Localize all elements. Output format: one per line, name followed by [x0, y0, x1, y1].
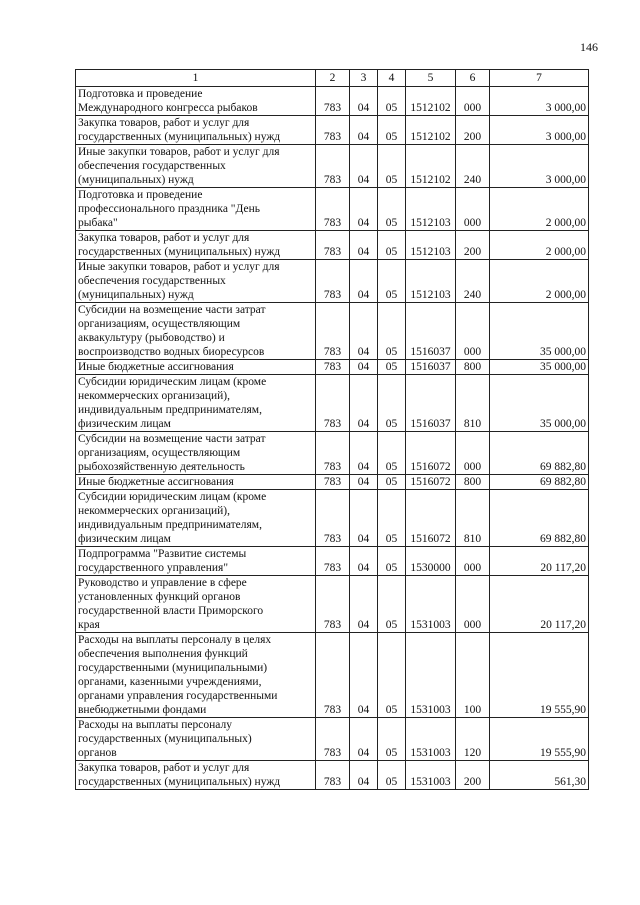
table-row — [76, 375, 589, 432]
cell-expense-type: 200 — [456, 116, 490, 145]
cell-name: Субсидии на возмещение части затрат организациям, осуществляющим рыбохозяйственную деятельность — [76, 432, 316, 475]
page-number: 146 — [580, 40, 598, 54]
cell-section: 04 — [350, 231, 378, 260]
cell-amount: 20 117,20 — [490, 547, 589, 576]
cell-amount: 3 000,00 — [490, 145, 589, 188]
column-header: 6 — [456, 70, 490, 87]
cell-amount: 2 000,00 — [490, 188, 589, 231]
cell-expense-type: 200 — [456, 231, 490, 260]
cell-subsection: 05 — [378, 761, 406, 790]
table-body — [76, 87, 589, 790]
cell-ministry-code: 783 — [316, 576, 350, 633]
table-row — [76, 360, 589, 375]
cell-amount: 2 000,00 — [490, 231, 589, 260]
cell-amount: 561,30 — [490, 761, 589, 790]
cell-name: Иные бюджетные ассигнования — [76, 360, 316, 375]
cell-ministry-code: 783 — [316, 375, 350, 432]
cell-name: Субсидии юридическим лицам (кроме некоммерческих организаций), индивидуальным предпринимателям, физическим лицам — [76, 490, 316, 547]
cell-section: 04 — [350, 360, 378, 375]
cell-amount: 35 000,00 — [490, 375, 589, 432]
cell-amount: 20 117,20 — [490, 576, 589, 633]
cell-expense-type: 000 — [456, 303, 490, 360]
cell-target-article: 1516037 — [406, 360, 456, 375]
cell-ministry-code: 783 — [316, 432, 350, 475]
table-row — [76, 475, 589, 490]
cell-subsection: 05 — [378, 547, 406, 576]
cell-amount: 19 555,90 — [490, 718, 589, 761]
column-header: 4 — [378, 70, 406, 87]
cell-name: Закупка товаров, работ и услуг для государственных (муниципальных) нужд — [76, 231, 316, 260]
cell-amount: 69 882,80 — [490, 490, 589, 547]
cell-expense-type: 810 — [456, 375, 490, 432]
cell-target-article: 1516072 — [406, 432, 456, 475]
cell-ministry-code: 783 — [316, 260, 350, 303]
cell-name: Закупка товаров, работ и услуг для государственных (муниципальных) нужд — [76, 761, 316, 790]
table-row — [76, 576, 589, 633]
cell-amount: 3 000,00 — [490, 87, 589, 116]
cell-section: 04 — [350, 475, 378, 490]
cell-amount: 19 555,90 — [490, 633, 589, 718]
table-row — [76, 116, 589, 145]
cell-expense-type: 810 — [456, 490, 490, 547]
cell-target-article: 1512102 — [406, 116, 456, 145]
cell-expense-type: 120 — [456, 718, 490, 761]
cell-ministry-code: 783 — [316, 490, 350, 547]
cell-name: Подготовка и проведение Международного конгресса рыбаков — [76, 87, 316, 116]
cell-name: Расходы на выплаты персоналу государственных (муниципальных) органов — [76, 718, 316, 761]
cell-ministry-code: 783 — [316, 547, 350, 576]
cell-ministry-code: 783 — [316, 718, 350, 761]
column-header: 7 — [490, 70, 589, 87]
table-row — [76, 303, 589, 360]
cell-amount: 35 000,00 — [490, 303, 589, 360]
cell-subsection: 05 — [378, 576, 406, 633]
cell-target-article: 1512103 — [406, 231, 456, 260]
table-row — [76, 761, 589, 790]
column-header: 1 — [76, 70, 316, 87]
table-row — [76, 87, 589, 116]
cell-section: 04 — [350, 432, 378, 475]
cell-section: 04 — [350, 145, 378, 188]
cell-subsection: 05 — [378, 231, 406, 260]
cell-amount: 35 000,00 — [490, 360, 589, 375]
cell-amount: 2 000,00 — [490, 260, 589, 303]
cell-target-article: 1516072 — [406, 475, 456, 490]
table-row — [76, 490, 589, 547]
cell-section: 04 — [350, 375, 378, 432]
cell-section: 04 — [350, 116, 378, 145]
cell-name: Иные закупки товаров, работ и услуг для обеспечения государственных (муниципальных) нужд — [76, 260, 316, 303]
cell-expense-type: 800 — [456, 475, 490, 490]
cell-subsection: 05 — [378, 475, 406, 490]
cell-subsection: 05 — [378, 303, 406, 360]
cell-target-article: 1512102 — [406, 87, 456, 116]
cell-ministry-code: 783 — [316, 145, 350, 188]
cell-subsection: 05 — [378, 260, 406, 303]
table-row — [76, 231, 589, 260]
cell-amount: 69 882,80 — [490, 432, 589, 475]
table-row — [76, 633, 589, 718]
cell-name: Подпрограмма "Развитие системы государственного управления" — [76, 547, 316, 576]
cell-target-article: 1531003 — [406, 718, 456, 761]
cell-amount: 69 882,80 — [490, 475, 589, 490]
cell-target-article: 1531003 — [406, 761, 456, 790]
cell-target-article: 1516072 — [406, 490, 456, 547]
cell-subsection: 05 — [378, 145, 406, 188]
cell-section: 04 — [350, 718, 378, 761]
cell-ministry-code: 783 — [316, 116, 350, 145]
cell-section: 04 — [350, 576, 378, 633]
cell-subsection: 05 — [378, 432, 406, 475]
cell-section: 04 — [350, 260, 378, 303]
table-row — [76, 718, 589, 761]
cell-expense-type: 000 — [456, 547, 490, 576]
budget-table — [75, 69, 589, 790]
cell-amount: 3 000,00 — [490, 116, 589, 145]
cell-subsection: 05 — [378, 188, 406, 231]
cell-name: Субсидии юридическим лицам (кроме некоммерческих организаций), индивидуальным предпринимателям, физическим лицам — [76, 375, 316, 432]
header-row — [76, 70, 589, 87]
cell-subsection: 05 — [378, 116, 406, 145]
cell-subsection: 05 — [378, 360, 406, 375]
cell-expense-type: 240 — [456, 145, 490, 188]
cell-expense-type: 240 — [456, 260, 490, 303]
cell-section: 04 — [350, 547, 378, 576]
cell-expense-type: 100 — [456, 633, 490, 718]
cell-section: 04 — [350, 188, 378, 231]
table-row — [76, 547, 589, 576]
column-header: 2 — [316, 70, 350, 87]
cell-ministry-code: 783 — [316, 188, 350, 231]
cell-target-article: 1531003 — [406, 576, 456, 633]
cell-expense-type: 000 — [456, 432, 490, 475]
cell-expense-type: 200 — [456, 761, 490, 790]
cell-expense-type: 000 — [456, 87, 490, 116]
cell-name: Субсидии на возмещение части затрат организациям, осуществляющим аквакультуру (рыбоводство) и воспроизводство водных биоресурсов — [76, 303, 316, 360]
cell-ministry-code: 783 — [316, 303, 350, 360]
cell-name: Руководство и управление в сфере установленных функций органов государственной власти Приморского края — [76, 576, 316, 633]
cell-expense-type: 000 — [456, 188, 490, 231]
column-header: 5 — [406, 70, 456, 87]
cell-expense-type: 800 — [456, 360, 490, 375]
cell-subsection: 05 — [378, 633, 406, 718]
cell-target-article: 1516037 — [406, 375, 456, 432]
cell-subsection: 05 — [378, 375, 406, 432]
cell-subsection: 05 — [378, 87, 406, 116]
cell-name: Подготовка и проведение профессионального праздника "День рыбака" — [76, 188, 316, 231]
cell-subsection: 05 — [378, 718, 406, 761]
table-row — [76, 260, 589, 303]
table-row — [76, 432, 589, 475]
cell-ministry-code: 783 — [316, 231, 350, 260]
cell-target-article: 1516037 — [406, 303, 456, 360]
cell-target-article: 1512102 — [406, 145, 456, 188]
cell-section: 04 — [350, 303, 378, 360]
cell-section: 04 — [350, 761, 378, 790]
column-header: 3 — [350, 70, 378, 87]
cell-name: Расходы на выплаты персоналу в целях обеспечения выполнения функций государственными (муниципальными) органами, казенными учреждениями, органами управления государственными внебюджетными фондами — [76, 633, 316, 718]
cell-expense-type: 000 — [456, 576, 490, 633]
cell-target-article: 1512103 — [406, 188, 456, 231]
cell-section: 04 — [350, 490, 378, 547]
cell-section: 04 — [350, 633, 378, 718]
cell-ministry-code: 783 — [316, 761, 350, 790]
cell-ministry-code: 783 — [316, 87, 350, 116]
cell-target-article: 1531003 — [406, 633, 456, 718]
cell-name: Иные закупки товаров, работ и услуг для обеспечения государственных (муниципальных) нужд — [76, 145, 316, 188]
cell-target-article: 1512103 — [406, 260, 456, 303]
cell-ministry-code: 783 — [316, 633, 350, 718]
cell-name: Иные бюджетные ассигнования — [76, 475, 316, 490]
table-row — [76, 188, 589, 231]
cell-name: Закупка товаров, работ и услуг для государственных (муниципальных) нужд — [76, 116, 316, 145]
cell-target-article: 1530000 — [406, 547, 456, 576]
cell-section: 04 — [350, 87, 378, 116]
cell-subsection: 05 — [378, 490, 406, 547]
table-row — [76, 145, 589, 188]
cell-ministry-code: 783 — [316, 360, 350, 375]
cell-ministry-code: 783 — [316, 475, 350, 490]
